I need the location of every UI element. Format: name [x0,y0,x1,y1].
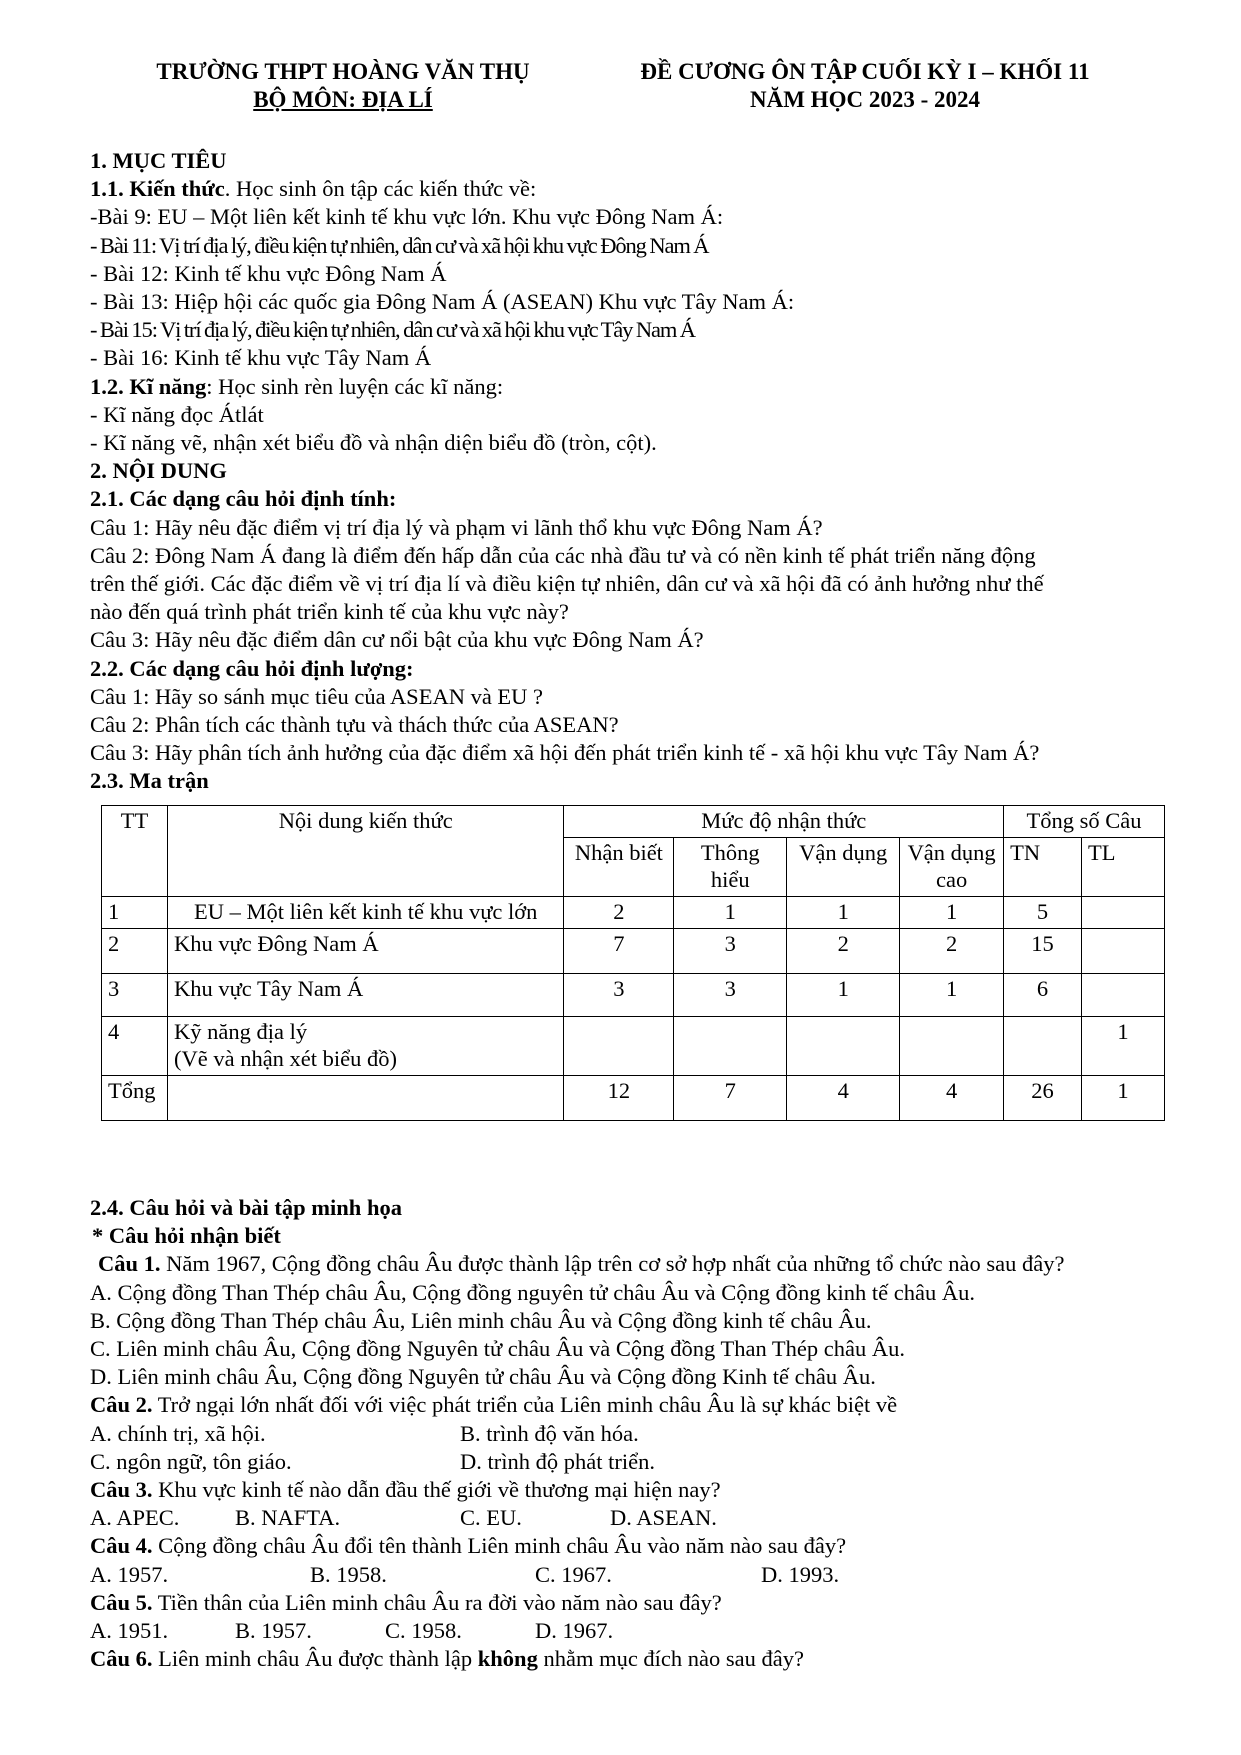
question-text: Năm 1967, Cộng đồng châu Âu được thành lập trên cơ sở hợp nhất của những tổ chức nào sau đây? [160,1251,1065,1277]
cell-tt: 1 [102,897,168,929]
question-label: Câu 4. [90,1533,153,1559]
skill-item: - Kĩ năng vẽ, nhận xét biểu đồ và nhận diện biểu đồ (tròn, cột). [90,430,657,456]
knowledge-line [90,175,1160,203]
cell-nb: 7 [564,929,674,974]
header-tn: TN [1004,838,1082,897]
header-content: Nội dung kiến thức [167,806,563,897]
matrix-table [101,805,1165,1121]
school-name: TRƯỜNG THPT HOÀNG VĂN THỤ [156,59,530,84]
cell-tt: 3 [102,974,168,1017]
quantitative-question: Câu 3: Hãy phân tích ảnh hưởng của đặc điểm xã hội đến phát triển kinh tế - xã hội khu vực Tây Nam Á? [90,740,1040,766]
lesson-item: -Bài 9: EU – Một liên kết kinh tế khu vực lớn. Khu vực Đông Nam Á: [90,204,724,230]
document-title: ĐỀ CƯƠNG ÔN TẬP CUỐI KỲ I – KHỐI 11 [640,59,1090,84]
header-tt: TT [102,806,168,897]
subsection-heading: 2.1. Các dạng câu hỏi định tính: [90,486,397,512]
answer-option: D. 1967. [535,1618,614,1644]
answer-option: A. 1951. [90,1618,169,1644]
cell-vd: 2 [787,929,900,974]
section-heading: 1. MỤC TIÊU [90,148,227,173]
cell-vd: 1 [787,897,900,929]
answer-option: C. EU. [460,1505,522,1531]
answer-option: C. 1967. [535,1561,612,1587]
table-row [102,1017,1165,1076]
question-label: Câu 3. [90,1477,153,1503]
main-content [90,147,1160,796]
lesson-item: - Bài 11: Vị trí địa lý, điều kiện tự nhiên, dân cư và xã hội khu vực Đông Nam Á [90,232,709,258]
cell-th: 3 [674,929,787,974]
cell-nb: 3 [564,974,674,1017]
cell-nb: 2 [564,897,674,929]
qualitative-question: Câu 3: Hãy nêu đặc điểm dân cư nổi bật của khu vực Đông Nam Á? [90,627,704,653]
qualitative-question: nào đến quá trình phát triển kinh tế của khu vực này? [90,599,569,625]
answer-option: A. APEC. [90,1505,180,1531]
answer-option: B. trình độ văn hóa. [460,1420,639,1446]
answer-option: C. 1958. [385,1618,462,1644]
cell-th: 3 [674,974,787,1017]
table-row [102,929,1165,974]
cell-content-line: (Vẽ và nhận xét biểu đồ) [173,1046,398,1071]
cell-tl: 1 [1082,1076,1165,1121]
question [90,1532,1170,1560]
cell-content: Khu vực Đông Nam Á [167,929,563,974]
cell-tn [1004,1017,1082,1076]
skills-label: 1.2. Kĩ năng [90,373,207,399]
cell-vdc: 4 [900,1076,1004,1121]
question-text: Khu vực kinh tế nào dẫn đầu thế giới về thương mại hiện nay? [152,1477,721,1503]
cell-nb: 12 [564,1076,674,1121]
answer-option: A. Cộng đồng Than Thép châu Âu, Cộng đồng nguyên tử châu Âu và Cộng đồng kinh tế châu Âu. [90,1279,975,1305]
cell-nb [564,1017,674,1076]
lesson-item: - Bài 13: Hiệp hội các quốc gia Đông Nam Á (ASEAN) Khu vực Tây Nam Á: [90,289,795,315]
cell-content: Khu vực Tây Nam Á [167,974,563,1017]
skills-intro: : Học sinh rèn luyện các kĩ năng: [206,373,504,399]
cell-tn: 26 [1004,1076,1082,1121]
skills-line [90,373,1160,401]
cell-content-line: Kỹ năng địa lý [173,1019,308,1044]
qualitative-question: Câu 2: Đông Nam Á đang là điểm đến hấp dẫn của các nhà đầu tư và có nền kinh tế phát triển năng động [90,542,1036,568]
subsection-heading: 2.4. Câu hỏi và bài tập minh họa [90,1195,402,1220]
cell-tn: 5 [1004,897,1082,929]
question-label: Câu 2. [90,1392,153,1418]
answer-option: D. Liên minh châu Âu, Cộng đồng Nguyên tử châu Âu và Cộng đồng Kinh tế châu Âu. [90,1364,876,1390]
lesson-item: - Bài 15: Vị trí địa lý, điều kiện tự nhiên, dân cư và xã hội khu vực Tây Nam Á [90,317,695,343]
answer-option: A. chính trị, xã hội. [90,1420,266,1446]
answer-option: B. NAFTA. [235,1505,341,1531]
cell-th: 1 [674,897,787,929]
cell-th: 7 [674,1076,787,1121]
cell-content [167,1076,563,1121]
question-emphasis: không [477,1646,538,1672]
table-header-row [102,806,1165,838]
subsection-heading: 2.3. Ma trận [90,768,209,794]
answer-options-row [90,1617,1170,1645]
section-heading: 2. NỘI DUNG [90,458,227,484]
cell-tl [1082,897,1165,929]
cell-vd: 4 [787,1076,900,1121]
qualitative-question: Câu 1: Hãy nêu đặc điểm vị trí địa lý và phạm vi lãnh thổ khu vực Đông Nam Á? [90,514,823,540]
question [90,1476,1170,1504]
header-tl: TL [1082,838,1165,897]
qualitative-question: trên thế giới. Các đặc điểm về vị trí địa lí và điều kiện tự nhiên, dân cư và xã hội đã có ảnh hưởng như thế [90,571,1044,597]
question-text: Cộng đồng châu Âu đổi tên thành Liên minh châu Âu vào năm nào sau đây? [152,1533,847,1559]
question [90,1391,1170,1419]
question-label: Câu 6. [90,1646,153,1672]
cell-vdc: 1 [900,897,1004,929]
cell-tl [1082,974,1165,1017]
quantitative-question: Câu 1: Hãy so sánh mục tiêu của ASEAN và EU ? [90,683,544,709]
question-text: Tiền thân của Liên minh châu Âu ra đời vào năm nào sau đây? [152,1589,722,1615]
question-text: Liên minh châu Âu được thành lập [152,1646,478,1672]
question-text: Trở ngại lớn nhất đối với việc phát triển của Liên minh châu Âu là sự khác biệt về [152,1392,898,1418]
knowledge-label: 1.1. Kiến thức [90,176,225,202]
cell-vdc: 1 [900,974,1004,1017]
cell-tl [1082,929,1165,974]
cell-tt: Tổng [102,1076,168,1121]
lesson-item: - Bài 16: Kinh tế khu vực Tây Nam Á [90,345,432,371]
table-total-row [102,1076,1165,1121]
answer-option: B. Cộng đồng Than Thép châu Âu, Liên minh châu Âu và Cộng đồng kinh tế châu Âu. [90,1307,872,1333]
question [90,1250,1170,1278]
subsection-heading: 2.2. Các dạng câu hỏi định lượng: [90,655,414,681]
cell-tn: 6 [1004,974,1082,1017]
header-right [610,58,1120,114]
header-thong-hieu: Thông hiểu [674,838,787,897]
cell-tt: 2 [102,929,168,974]
cell-vdc: 2 [900,929,1004,974]
school-year: NĂM HỌC 2023 - 2024 [750,87,980,112]
question-text: nhằm mục đích nào sau đây? [537,1646,804,1672]
header-nhan-biet: Nhận biết [564,838,674,897]
question [90,1645,1170,1673]
answer-option: D. trình độ phát triển. [460,1448,655,1474]
cell-th [674,1017,787,1076]
answer-option: B. 1958. [310,1561,387,1587]
header-van-dung-cao: Vận dụng cao [900,838,1004,897]
cell-tn: 15 [1004,929,1082,974]
answer-options-row [90,1448,1170,1476]
cell-vd [787,1017,900,1076]
cell-content: EU – Một liên kết kinh tế khu vực lớn [167,897,563,929]
cell-tt: 4 [102,1017,168,1076]
answer-options-row [90,1420,1170,1448]
header-level: Mức độ nhận thức [564,806,1004,838]
quantitative-question: Câu 2: Phân tích các thành tựu và thách thức của ASEAN? [90,712,619,738]
skill-item: - Kĩ năng đọc Átlát [90,401,264,427]
answer-option: C. Liên minh châu Âu, Cộng đồng Nguyên tử châu Âu và Cộng đồng Than Thép châu Âu. [90,1336,905,1362]
question [90,1589,1170,1617]
table-row [102,897,1165,929]
cell-tl: 1 [1082,1017,1165,1076]
table-row [102,974,1165,1017]
answer-option: D. 1993. [761,1561,840,1587]
cell-vd: 1 [787,974,900,1017]
knowledge-intro: . Học sinh ôn tập các kiến thức về: [224,176,537,202]
answer-option: B. 1957. [235,1618,312,1644]
answer-option: D. ASEAN. [610,1505,717,1531]
question-group-heading: * Câu hỏi nhận biết [92,1223,281,1249]
answer-option: A. 1957. [90,1561,169,1587]
answer-options-row [90,1504,1170,1532]
cell-vdc [900,1017,1004,1076]
questions-section [90,1194,1170,1673]
cell-content [167,1017,563,1076]
answer-options-row [90,1561,1170,1589]
header-left [128,58,558,114]
answer-option: C. ngôn ngữ, tôn giáo. [90,1448,292,1474]
question-label: Câu 5. [90,1589,153,1615]
header-total: Tổng số Câu [1004,806,1165,838]
department-name: BỘ MÔN: ĐỊA LÍ [253,87,433,112]
lesson-item: - Bài 12: Kinh tế khu vực Đông Nam Á [90,260,447,286]
question-label: Câu 1. [98,1251,161,1277]
header-van-dung: Vận dụng [787,838,900,897]
